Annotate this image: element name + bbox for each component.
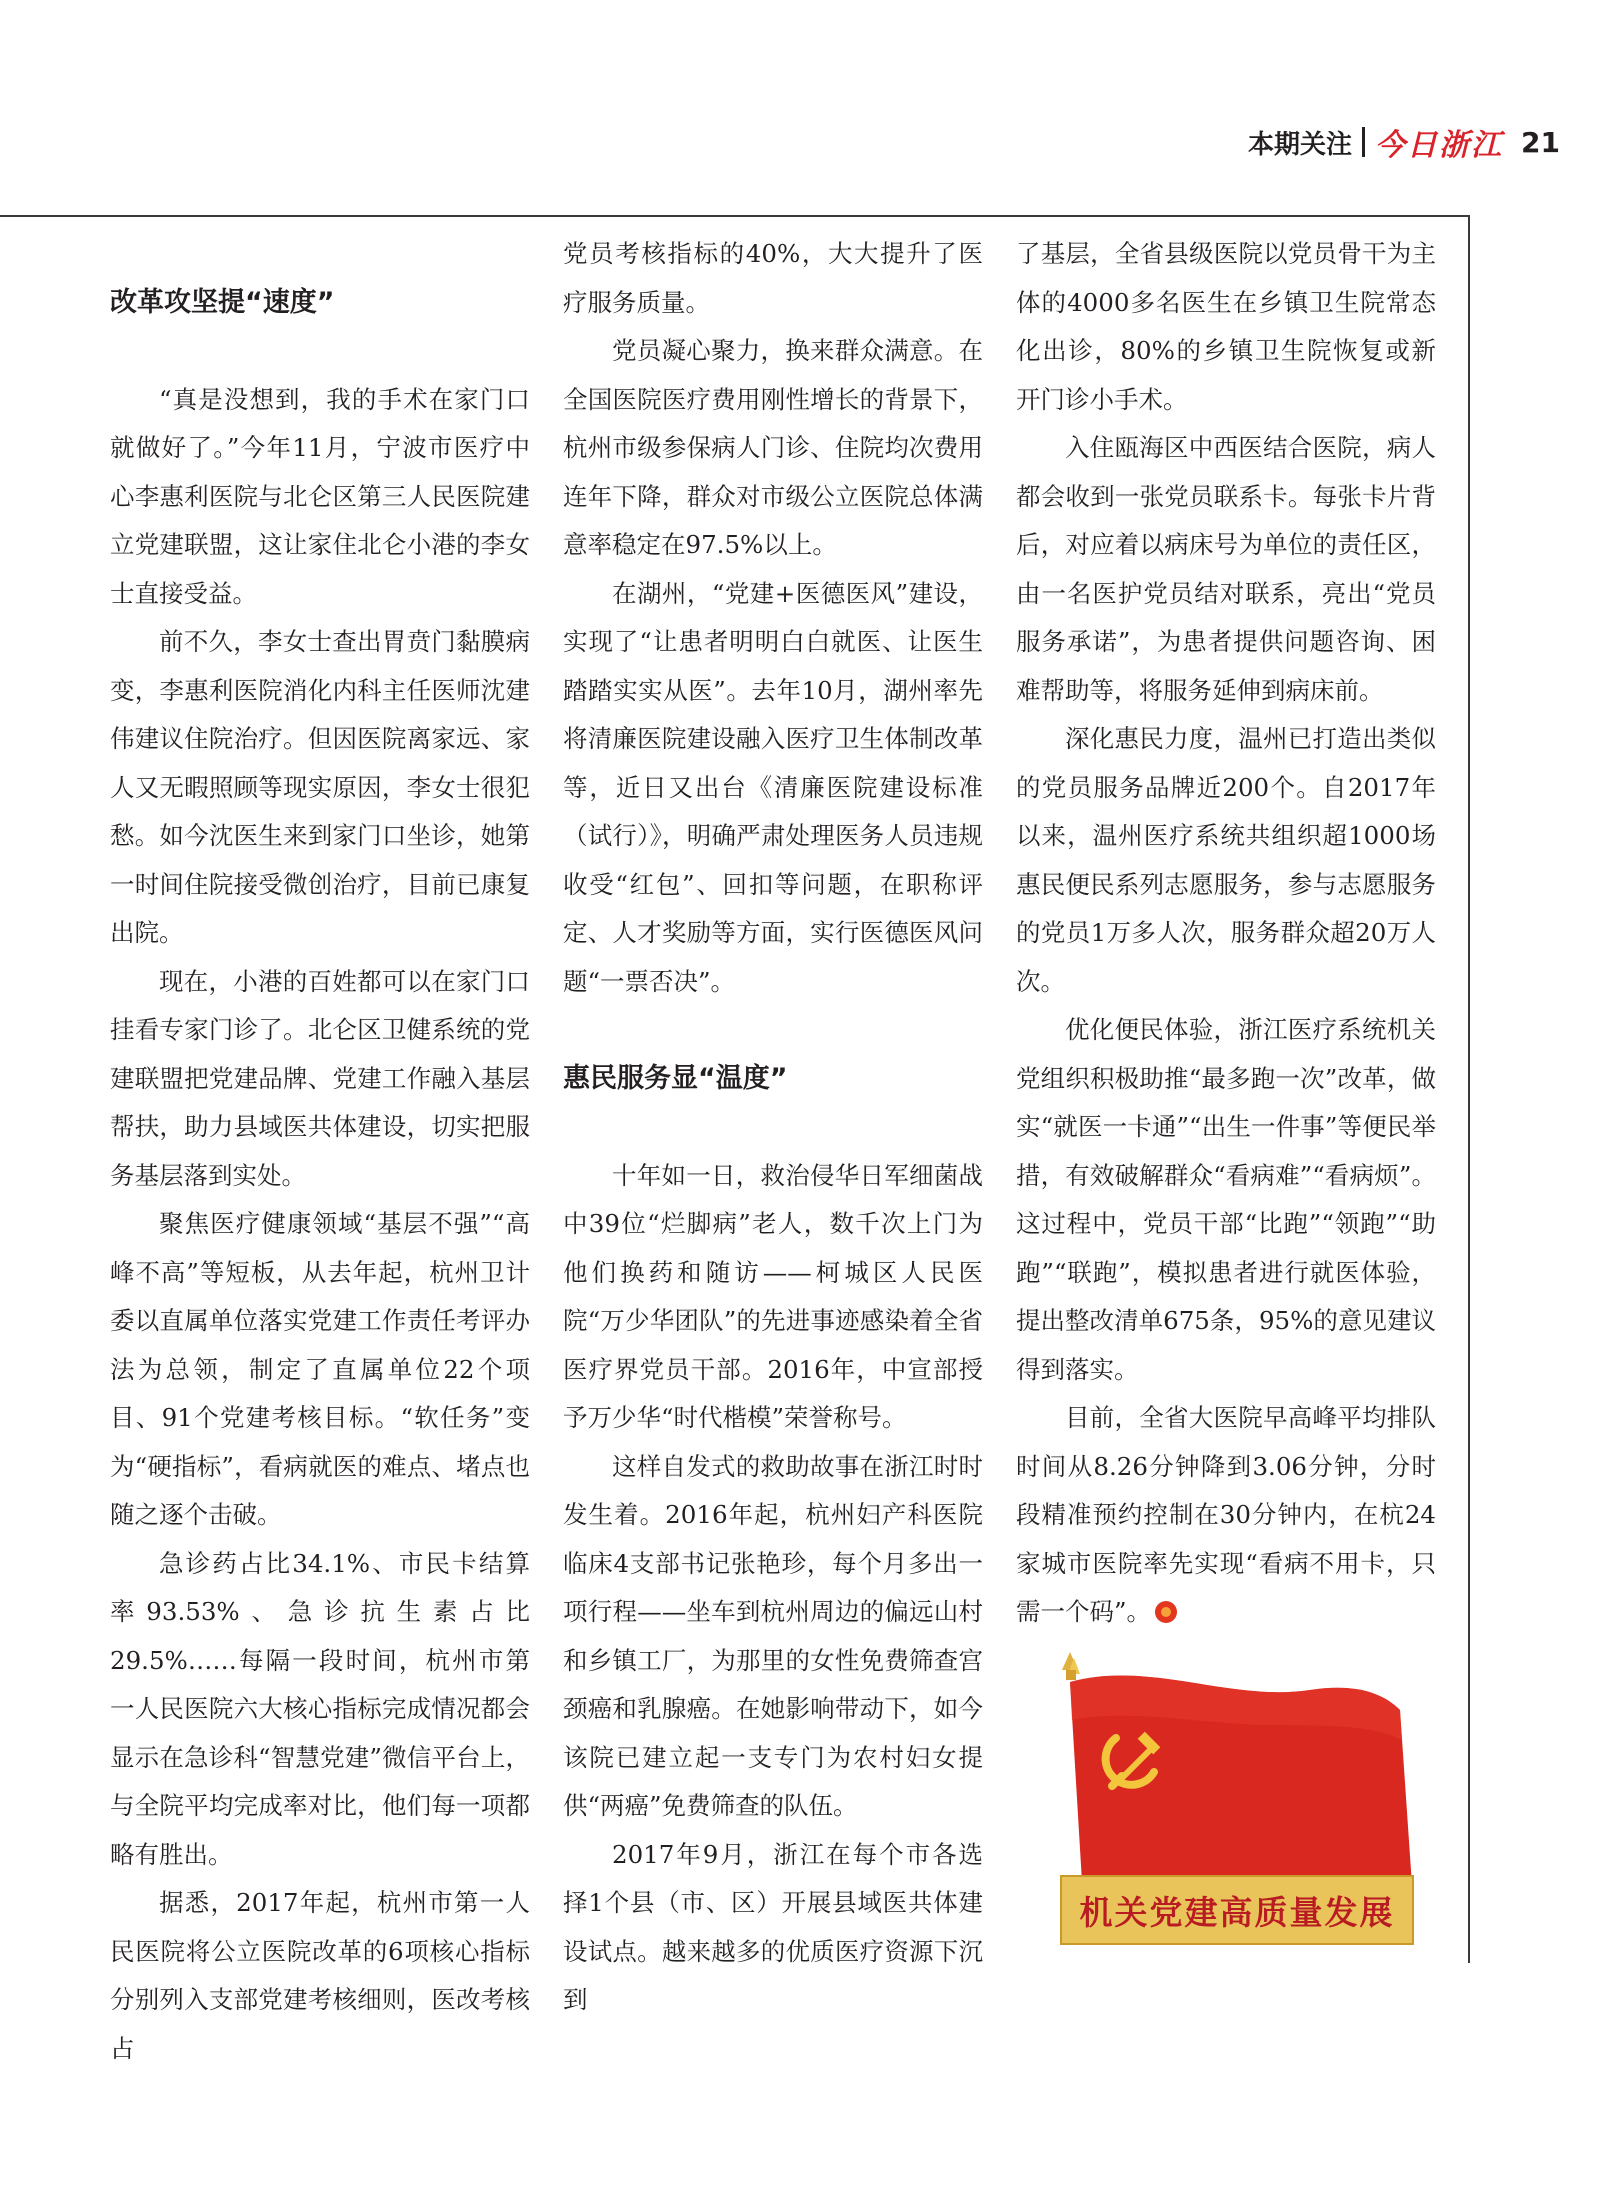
article-column-2 (563, 230, 983, 2025)
magazine-logo: 今日浙江 (1375, 128, 1504, 163)
paragraph-continued: 了基层，全省县级医院以党员骨干为主体的4000多名医生在乡镇卫生院常态化出诊，80%的乡镇卫生院恢复或新开门诊小手术。 (1016, 239, 1436, 414)
spacer (110, 327, 530, 376)
jinri-end-icon (1155, 1601, 1177, 1623)
spacer (563, 1103, 983, 1152)
header-divider (1362, 127, 1365, 157)
slogan-banner: 机关党建高质量发展 (1060, 1875, 1414, 1945)
right-rule (1468, 215, 1470, 1963)
spacer (110, 230, 530, 279)
top-rule (0, 215, 1470, 217)
paragraph: 在湖州，“党建+医德医风”建设，实现了“让患者明明白白就医、让医生踏踏实实从医”。去年10月，湖州率先将清廉医院建设融入医疗卫生体制改革等，近日又出台《清廉医院建设标准（试行）》，明确严肃处理医务人员违规收受“红包”、回扣等问题，在职称评定、人才奖励等方面，实行医德医风问题“一票否决”。 (563, 578, 983, 996)
paragraph: 现在，小港的百姓都可以在家门口挂看专家门诊了。北仑区卫健系统的党建联盟把党建品牌、党建工作融入基层帮扶，助力县域医共体建设，切实把服务基层落到实处。 (110, 966, 530, 1190)
section-label: 本期关注 (1248, 129, 1353, 160)
article-column-1 (110, 230, 530, 2073)
paragraph-final-text: 目前，全省大医院早高峰平均排队时间从8.26分钟降到3.06分钟，分时段精准预约控制在30分钟内，在杭24家城市医院率先实现“看病不用卡，只需一个码”。 (1016, 1403, 1436, 1626)
party-flag-illustration (1040, 1650, 1420, 1960)
paragraph: 党员凝心聚力，换来群众满意。在全国医院医疗费用刚性增长的背景下，杭州市级参保病人门诊、住院均次费用连年下降，群众对市级公立医院总体满意率稳定在97.5%以上。 (563, 336, 983, 559)
spacer (563, 1006, 983, 1055)
section-heading-speed: 改革攻坚提“速度” (110, 286, 335, 318)
paragraph: 前不久，李女士查出胃贲门黏膜病变，李惠利医院消化内科主任医师沈建伟建议住院治疗。但因医院离家远、家人又无暇照顾等现实原因，李女士很犯愁。如今沈医生来到家门口坐诊，她第一时间住院接受微创治疗，目前已康复出院。 (110, 627, 530, 947)
paragraph: 入住瓯海区中西医结合医院，病人都会收到一张党员联系卡。每张卡片背后，对应着以病床号为单位的责任区，由一名医护党员结对联系，亮出“党员服务承诺”，为患者提供问题咨询、困难帮助等，将服务延伸到病床前。 (1016, 433, 1436, 705)
paragraph-continued: 党员考核指标的40%，大大提升了医疗服务质量。 (563, 239, 983, 317)
article-column-3 (1016, 230, 1436, 1637)
page-number: 21 (1521, 125, 1560, 159)
paragraph: 急诊药占比34.1%、市民卡结算率93.53%、急诊抗生素占比29.5%……每隔一段时间，杭州市第一人民医院六大核心指标完成情况都会显示在急诊科“智慧党建”微信平台上，与全院平均完成率对比，他们每一项都略有胜出。 (110, 1548, 530, 1869)
flagpole-tip-icon (1062, 1652, 1080, 1680)
paragraph: 十年如一日，救治侵华日军细菌战中39位“烂脚病”老人，数千次上门为他们换药和随访——柯城区人民医院“万少华团队”的先进事迹感染着全省医疗界党员干部。2016年，中宣部授予万少华“时代楷模”荣誉称号。 (563, 1160, 983, 1432)
paragraph: 据悉，2017年起，杭州市第一人民医院将公立医院改革的6项核心指标分别列入支部党建考核细则，医改考核占 (110, 1888, 530, 2063)
paragraph: “真是没想到，我的手术在家门口就做好了。”今年11月，宁波市医疗中心李惠利医院与北仑区第三人民医院建立党建联盟，这让家住北仑小港的李女士直接受益。 (110, 384, 530, 608)
paragraph: 2017年9月，浙江在每个市各选择1个县（市、区）开展县域医共体建设试点。越来越多的优质医疗资源下沉到 (563, 1839, 983, 2014)
paragraph: 聚焦医疗健康领域“基层不强”“高峰不高”等短板，从去年起，杭州卫计委以直属单位落实党建工作责任考评办法为总领，制定了直属单位22个项目、91个党建考核目标。“软任务”变为“硬指标”，看病就医的难点、堵点也随之逐个击破。 (110, 1209, 530, 1529)
paragraph-final (1016, 1394, 1436, 1637)
paragraph: 深化惠民力度，温州已打造出类似的党员服务品牌近200个。自2017年以来，温州医疗系统共组织超1000场惠民便民系列志愿服务，参与志愿服务的党员1万多人次，服务群众超20万人次。 (1016, 724, 1436, 996)
page-header (1248, 118, 1560, 166)
paragraph: 优化便民体验，浙江医疗系统机关党组织积极助推“最多跑一次”改革，做实“就医一卡通”“出生一件事”等便民举措，有效破解群众“看病难”“看病烦”。这过程中，党员干部“比跑”“领跑”“助跑”“联跑”，模拟患者进行就医体验，提出整改清单675条，95%的意见建议得到落实。 (1016, 1015, 1436, 1384)
paragraph: 这样自发式的救助故事在浙江时时发生着。2016年起，杭州妇产科医院临床4支部书记张艳珍，每个月多出一项行程——坐车到杭州周边的偏远山村和乡镇工厂，为那里的女性免费筛查宫颈癌和乳腺癌。在她影响带动下，如今该院已建立起一支专门为农村妇女提供“两癌”免费筛查的队伍。 (563, 1451, 983, 1820)
section-heading-warmth: 惠民服务显“温度” (563, 1062, 788, 1094)
